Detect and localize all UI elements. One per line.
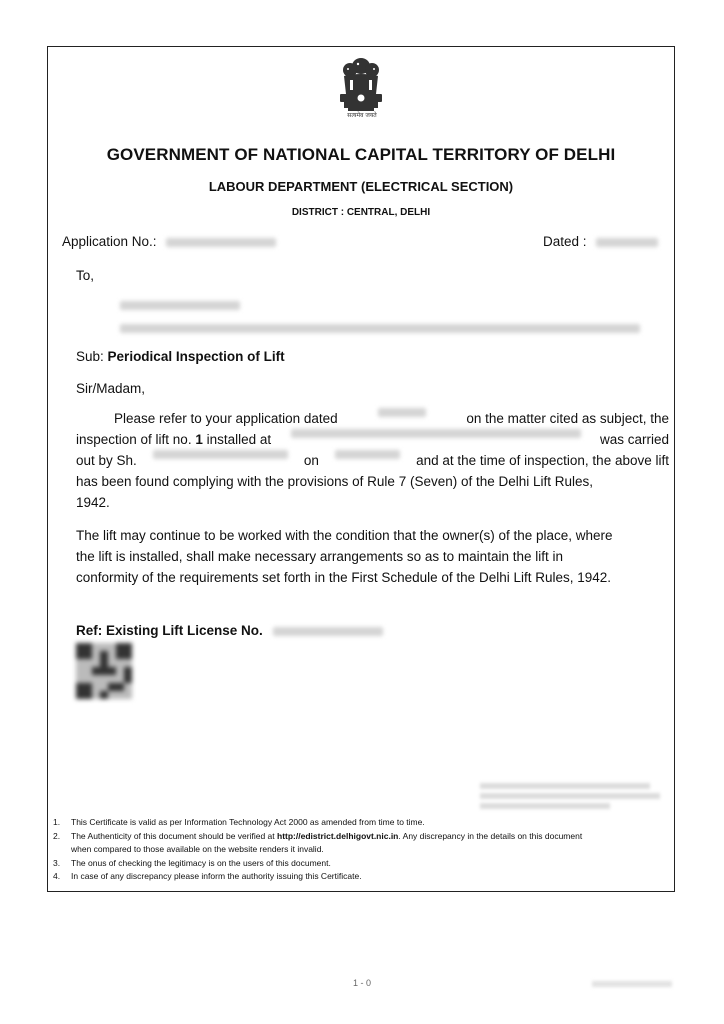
qr-code-icon: [76, 643, 132, 699]
lift-address-redacted: [291, 429, 581, 438]
note-item: 4. In case of any discrepancy please inform the authority issuing this Certificate.: [53, 871, 362, 881]
subject-text: Periodical Inspection of Lift: [107, 349, 285, 364]
emblem-motto: सत्यमेव जयते: [347, 112, 377, 119]
inspector-name-redacted: [153, 450, 288, 459]
application-number-redacted: [166, 238, 276, 247]
digital-signature-redacted: [480, 783, 660, 813]
paragraph-inspection: Please refer to your application dated on the matter cited as subject, the inspection of lift no. 1 installed at was carried out by Sh. on and at the time of inspection, the above lift has been found complying with the provisions of Rule 7 (Seven) of the Delhi Lift Rules, 1942.: [76, 408, 669, 513]
department-title: LABOUR DEPARTMENT (ELECTRICAL SECTION): [208, 179, 514, 194]
subject-label: Sub:: [76, 349, 104, 364]
district-line: DISTRICT : CENTRAL, DELHI: [291, 207, 431, 218]
reference-label: Ref: Existing Lift License No.: [76, 623, 263, 638]
note-item: 2. The Authenticity of this document should be verified at http://edistrict.delhigovt.nic.in. Any discrepancy in the details on this document when compared to those available on the website renders it invalid.: [53, 830, 583, 854]
reference-line: [76, 623, 383, 638]
application-label: Application No.:: [62, 234, 157, 249]
application-date-redacted: [378, 408, 426, 417]
note-item: 1. This Certificate is valid as per Information Technology Act 2000 as amended from time to time.: [53, 817, 425, 827]
lift-number: 1: [195, 432, 203, 447]
notes-list: [53, 816, 668, 884]
paragraph-conditions: The lift may continue to be worked with the condition that the owner(s) of the place, where the lift is installed, shall make necessary arrangements so as to maintain the lift in conformity of the requirements set forth in the First Schedule of the Delhi Lift Rules, 1942.: [76, 528, 613, 585]
application-number-row: [62, 234, 276, 249]
license-number-redacted: [273, 627, 383, 636]
verification-link[interactable]: http://edistrict.delhigovt.nic.in: [277, 830, 399, 841]
subject-line: [76, 349, 285, 364]
dated-label: Dated :: [543, 234, 587, 249]
note-item: 3. The onus of checking the legitimacy is on the users of this document.: [53, 857, 331, 868]
dated-value-redacted: [596, 238, 658, 247]
footer-code-redacted: [592, 981, 672, 987]
salutation: Sir/Madam,: [76, 381, 146, 396]
page-number: 1 - 0: [352, 978, 371, 988]
to-line: To,: [76, 268, 95, 283]
government-title: GOVERNMENT OF NATIONAL CAPITAL TERRITORY OF DELHI: [106, 145, 616, 164]
inspection-date-redacted: [335, 450, 400, 459]
addressee-redacted: [120, 301, 640, 333]
dated-row: [543, 234, 658, 249]
